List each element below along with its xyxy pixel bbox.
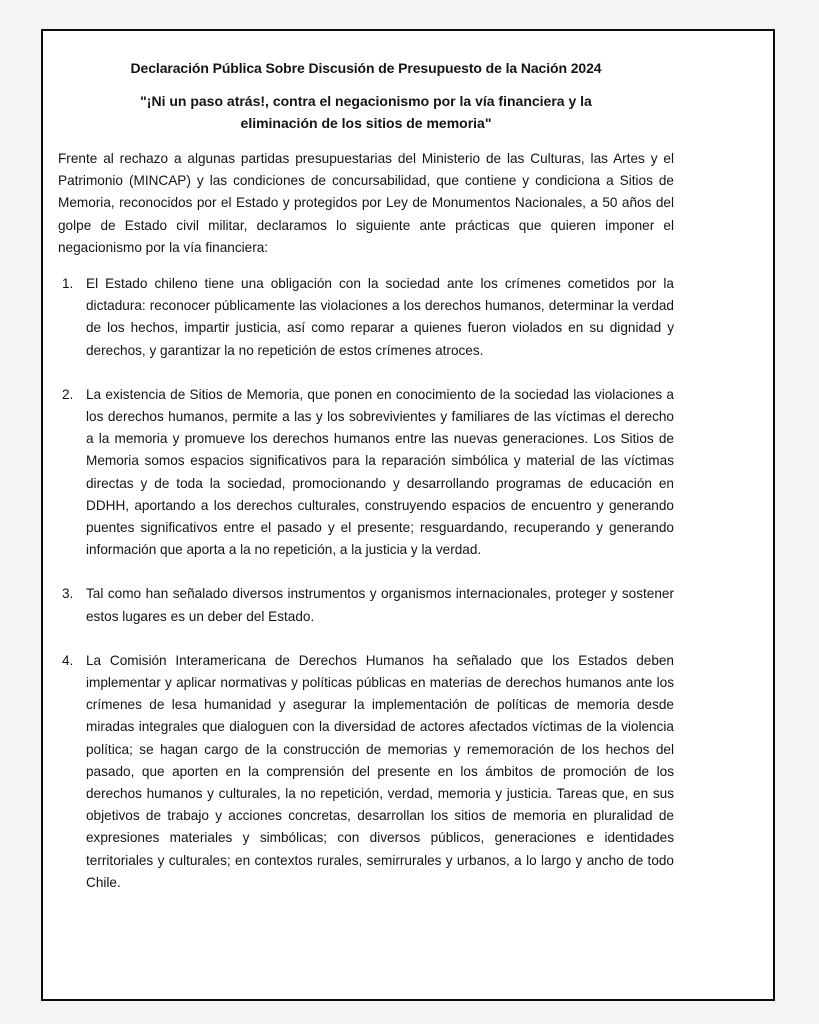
list-item-number: 3. [62,586,74,602]
list-item-number: 4. [62,652,74,668]
list-item-text: La existencia de Sitios de Memoria, que ponen en conocimiento de la sociedad las violaciones a los derechos humanos, permite a las y los sobrevivientes y familiares de las víctimas el derecho a la memoria y promueve los derechos humanos entre las nuevas generaciones. Los Sitios de Memoria somos espacios significativos para la reparación simbólica y material de las víctimas directas y de toda la sociedad, promocionando y desarrollando programas de educación en DDHH, aportando a los derechos culturales, construyendo espacios de encuentro y generando puentes significativos entre el pasado y el presente; resguardando, recuperando y generando información que aporta a la no repetición, a la justicia y la verdad. [86,386,674,558]
document-subtitle: "¡Ni un paso atrás!, contra el negacionismo por la vía financiera y la eliminación de los sitios de memoria" [140,93,592,131]
list-item-number: 1. [62,276,74,292]
list-item-text: El Estado chileno tiene una obligación con la sociedad ante los crímenes cometidos por la dictadura: reconocer públicamente las violaciones a los derechos humanos, determinar la verdad de los hechos, impartir justicia, así como reparar a quienes fueron violados en su dignidad y derechos, y garantizar la no repetición de estos crímenes atroces. [86,276,674,358]
list-item-number: 2. [62,386,74,402]
list-item [58,384,674,562]
intro-paragraph: Frente al rechazo a algunas partidas presupuestarias del Ministerio de las Culturas, las Artes y el Patrimonio (MINCAP) y las condiciones de concursabilidad, que contiene y condiciona a Sitios de Memoria, reconocidos por el Estado y protegidos por Ley de Monumentos Nacionales, a 50 años del golpe de Estado civil militar, declaramos lo siguiente ante prácticas que quieren imponer el negacionismo por la vía financiera: [58,151,674,255]
declaration-list [58,273,674,894]
document-content [58,58,674,894]
list-item-text: Tal como han señalado diversos instrumentos y organismos internacionales, proteger y sostener estos lugares es un deber del Estado. [86,586,674,624]
list-item-text: La Comisión Interamericana de Derechos Humanos ha señalado que los Estados deben implementar y aplicar normativas y políticas públicas en materias de derechos humanos ante los crímenes de lesa humanidad y asegurar la implementación de políticas de memoria desde miradas integrales que dialoguen con la diversidad de actores afectados víctimas de la violencia política; se hagan cargo de la construcción de memorias y rememoración de los hechos del pasado, que aporten en la comprensión del presente en los ámbitos de promoción de los derechos humanos y culturales, la no repetición, verdad, memoria y justicia. Tareas que, en sus objetivos de trabajo y acciones concretas, desarrollan los sitios de memoria en pluralidad de expresiones materiales y simbólicas; con diversos públicos, generaciones e identidades territoriales y culturales; en contextos rurales, semirrurales y urbanos, a lo largo y ancho de todo Chile. [86,652,674,890]
list-item [58,273,674,362]
document-title: Declaración Pública Sobre Discusión de Presupuesto de la Nación 2024 [130,60,602,76]
list-item [58,650,674,894]
list-item [58,583,674,627]
